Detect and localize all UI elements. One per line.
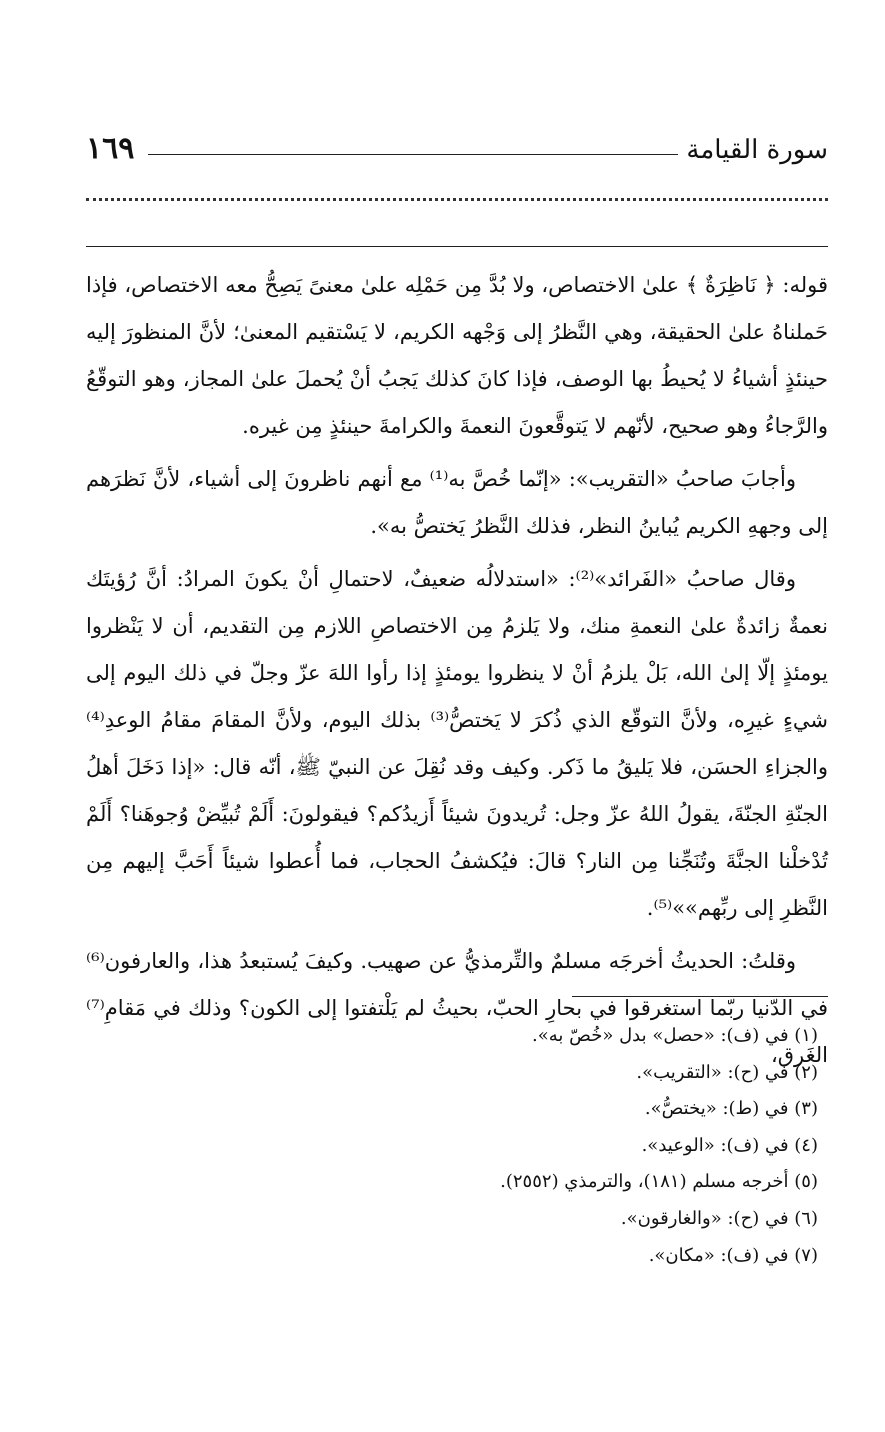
header-rule (86, 246, 828, 247)
footnote: (٥) أخرجه مسلم (١٨١)، والترمذي (٢٥٥٢). (500, 1171, 818, 1193)
footnote: (٤) في (ف): «الوعيد». (641, 1134, 818, 1156)
paragraph: وقلتُ: الحديثُ أخرجَه مسلمٌ والتِّرمذيُّ عن صهيب. وكيفَ يُستبعدُ هذا، والعارفون⁽⁶⁾ في الدّنيا ربّما استغرقوا في بحارِ الحبّ، بحيثُ لم يَلْتفتوا إلى الكون؟ وذلك في مَقامِ⁽⁷⁾ الغَرق، (86, 949, 828, 1067)
page-number: ١٦٩ (86, 131, 135, 166)
footnote: (٧) في (ف): «مكان». (648, 1244, 818, 1266)
footnote: (٢) في (ح): «التقريب». (636, 1061, 818, 1083)
paragraph: وقال صاحبُ «الفَرائد»⁽²⁾: «استدلالُه ضعيفٌ، لاحتمالِ أنْ يكونَ المرادُ: أنَّ رُؤيتَك نعمةٌ زائدةٌ علىٰ النعمةِ منك، ولا يَلزمُ مِن الاختصاصِ اللازم مِن التقديم، أن لا يَنْظروا يومئذٍ إلّا إلىٰ الله، بَلْ يلزمُ أنْ لا ينظروا يومئذٍ إذا رأوا اللهَ عزّ وجلّ في ذلك اليوم إلى شيءٍ غيرِه، ولأنَّ التوقّع الذي ذُكرَ لا يَختصُّ⁽³⁾ بذلك اليوم، ولأنَّ المقامَ مقامُ الوعدِ⁽⁴⁾ والجزاءِ الحسَن، فلا يَليقُ ما ذَكر. وكيف وقد نُقِلَ عن النبيّ ﷺ، أنّه قال: «إذا دَخَلَ أهلُ الجنّةِ الجنّةَ، يقولُ اللهُ عزّ وجل: تُريدونَ شيئاً أَزيدُكم؟ فيقولونَ: أَلَمْ تُبيِّضْ وُجوهَنا؟ أَلَمْ تُدْخلْنا الجنَّةَ وتُنَجِّنا مِن النار؟ قالَ: فيُكشفُ الحجاب، فما أُعطوا شيئاً أَحَبَّ إليهم مِن النَّظرِ إلى ربِّهم»»⁽⁵⁾. (86, 567, 828, 920)
paragraph: وأجابَ صاحبُ «التقريب»: «إنّما خُصَّ به⁽¹⁾ مع أنهم ناظرونَ إلى أشياء، لأنَّ نَظرَهم إلى وجههِ الكريم يُباينُ النظر، فذلك النَّظرُ يَختصُّ به». (86, 467, 828, 538)
footnotes (86, 1018, 818, 1274)
surah-name: سورة القيامة (686, 135, 828, 165)
footnote: (٦) في (ح): «والغارقون». (620, 1207, 818, 1229)
dotted-separator (86, 198, 828, 201)
main-text (86, 262, 828, 1085)
header-leader-line (148, 154, 678, 155)
footnote: (٣) في (ط): «يختصُّ». (644, 1098, 818, 1120)
footnote-rule (572, 996, 828, 997)
paragraph: قوله: ﴿ نَاظِرَةٌ ﴾ علىٰ الاختصاص، ولا بُدَّ مِن حَمْلِه علىٰ معنىً يَصِحُّ معه الاختصاص، فإذا حَملناهُ علىٰ الحقيقة، وهي النَّظرُ إلى وَجْهه الكريم، لا يَسْتقيم المعنىٰ؛ لأنَّ المنظورَ إليه حينئذٍ أشياءُ لا يُحيطُ بها الوصف، فإذا كانَ كذلك يَجبُ أنْ يُحملَ علىٰ المجاز، وهو التوقّعُ والرَّجاءُ وهو صحيح، لأنّهم لا يَتوقَّعونَ النعمةَ والكرامةَ حينئذٍ مِن غيره. (86, 273, 828, 438)
footnote: (١) في (ف): «حصل» بدل «خُصّ به». (532, 1025, 818, 1046)
running-header (86, 133, 828, 173)
